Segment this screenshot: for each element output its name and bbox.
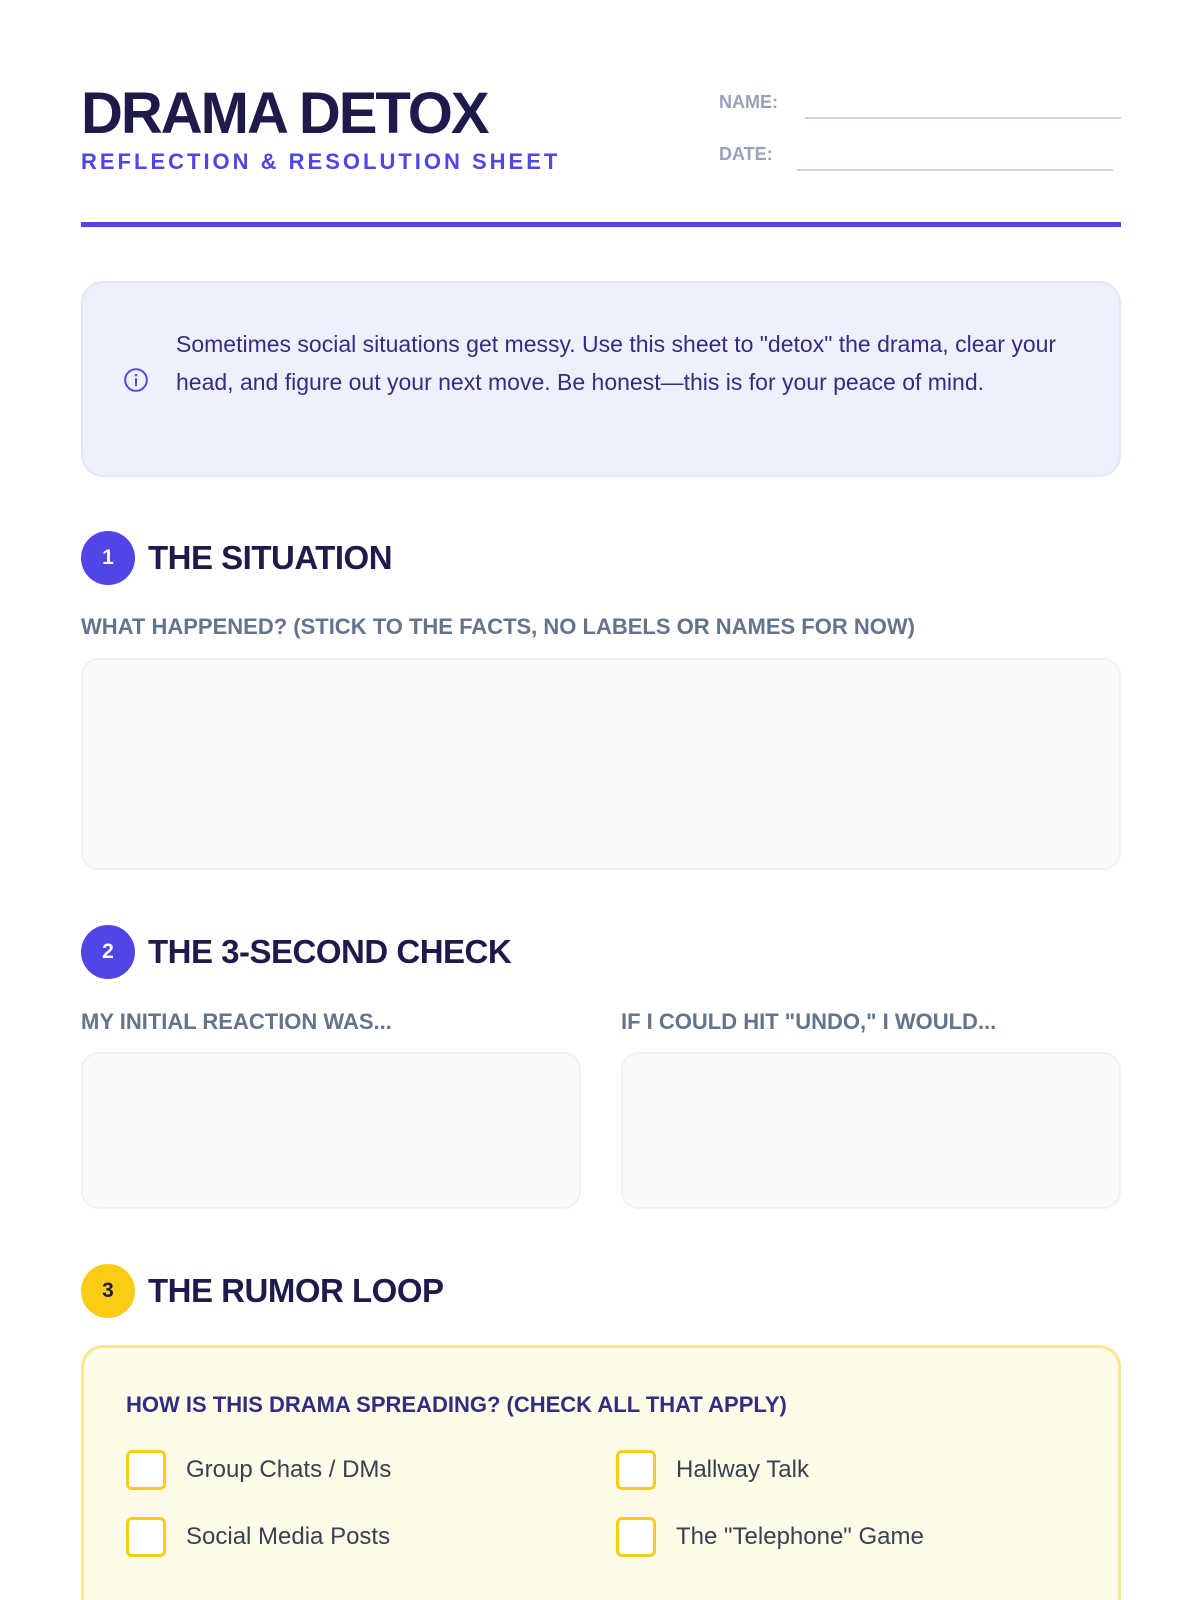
rumor-question: HOW IS THIS DRAMA SPREADING? (CHECK ALL THAT APPLY) — [126, 1392, 787, 1417]
date-field[interactable] — [719, 137, 1121, 171]
undo-label: IF I COULD HIT "UNDO," I WOULD... — [621, 1009, 997, 1034]
option-label: The "Telephone" Game — [676, 1523, 924, 1550]
intro-callout — [81, 281, 1121, 477]
checkbox[interactable] — [126, 1450, 166, 1490]
worksheet-page — [81, 0, 1121, 1600]
option-social-media[interactable] — [126, 1517, 390, 1557]
option-label: Social Media Posts — [186, 1523, 391, 1550]
name-field[interactable] — [719, 85, 1121, 119]
section-rumor-header — [81, 1264, 1121, 1318]
checkbox[interactable] — [616, 1450, 656, 1490]
section-title: THE SITUATION — [148, 539, 393, 576]
info-icon — [123, 367, 149, 393]
name-label: NAME: — [719, 92, 778, 112]
what-happened-label: WHAT HAPPENED? (STICK TO THE FACTS, NO LABELS OR NAMES FOR NOW) — [81, 614, 915, 639]
page-title: DRAMA DETOX — [81, 81, 488, 146]
header — [81, 81, 1121, 227]
date-label: DATE: — [719, 144, 773, 164]
section-number-badge: 1 — [81, 531, 135, 585]
section-title: THE RUMOR LOOP — [148, 1272, 444, 1309]
initial-reaction-label: MY INITIAL REACTION WAS... — [81, 1009, 392, 1034]
initial-reaction-answer-box[interactable] — [81, 1052, 581, 1209]
section-number-badge: 2 — [81, 925, 135, 979]
option-label: Hallway Talk — [676, 1456, 809, 1483]
option-hallway-talk[interactable] — [616, 1450, 809, 1490]
section-situation-header — [81, 531, 1121, 585]
date-line[interactable] — [797, 169, 1113, 171]
option-label: Group Chats / DMs — [186, 1456, 392, 1483]
checkbox[interactable] — [126, 1517, 166, 1557]
checkbox[interactable] — [616, 1517, 656, 1557]
page-subtitle: REFLECTION & RESOLUTION SHEET — [81, 149, 561, 174]
what-happened-answer-box[interactable] — [81, 658, 1121, 870]
section-number-badge: 3 — [81, 1264, 135, 1318]
undo-answer-box[interactable] — [621, 1052, 1121, 1209]
name-line[interactable] — [805, 117, 1121, 119]
option-group-chats[interactable] — [126, 1450, 391, 1490]
option-telephone-game[interactable] — [616, 1517, 924, 1557]
rumor-loop-box — [81, 1345, 1121, 1600]
section-check-header — [81, 925, 1121, 979]
intro-text: Sometimes social situations get messy. Use this sheet to "detox" the drama, clear your head, and figure out your next move. Be honest—this is for your peace of mind. — [176, 331, 1057, 395]
section-title: THE 3-SECOND CHECK — [148, 933, 512, 970]
